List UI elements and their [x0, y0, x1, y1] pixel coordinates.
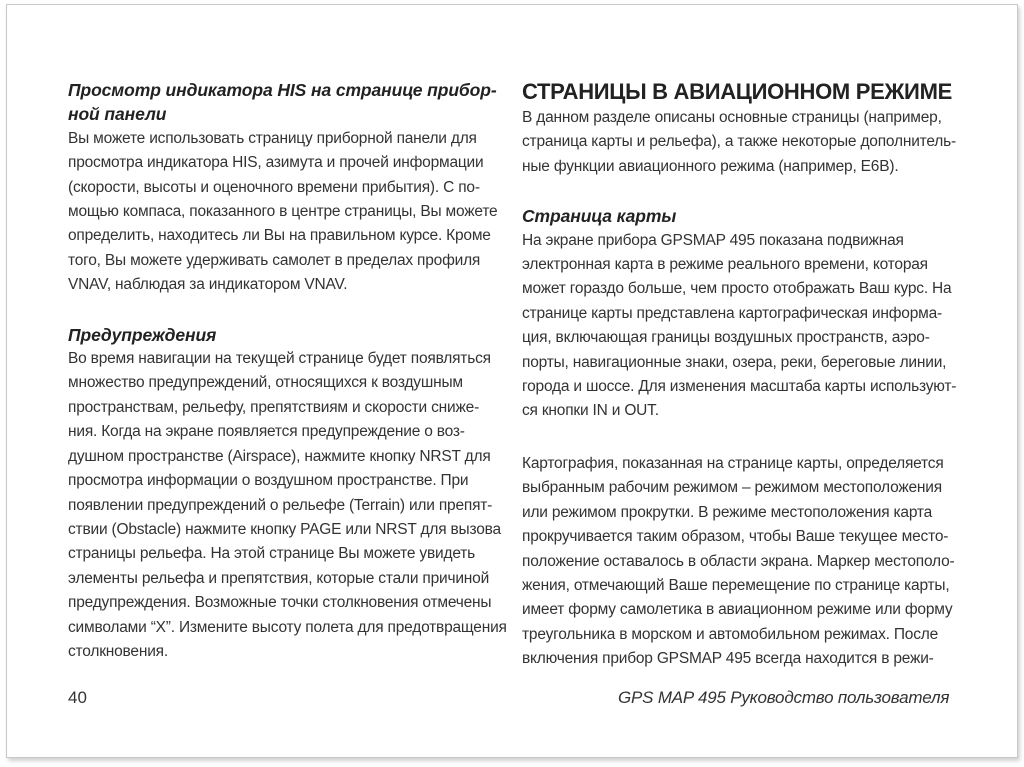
map-paragraph-1: На экране прибора GPSMAP 495 показана подвижная электронная карта в режиме реального времени, которая может гораздо больше, чем просто отображать Ваш курс. На странице карты представлена картографическая информа- ция, включающая границы воздушных пространств, аэро- порты, навигационные знаки, озера, реки, береговые линии, города и шоссе. Для изменения масштаба карты используют- ся кнопки IN и OUT.	[522, 231, 957, 420]
section-title: СТРАНИЦЫ В АВИАЦИОННОМ РЕЖИМЕ	[522, 79, 952, 104]
map-paragraph-2: Картография, показанная на странице карты, определяется выбранным рабочим режимом – режимом местоположения или режимом прокрутки. В режиме местоположения карта прокручивается таким образом, чтобы Ваше текущее место- положение оставалось в области экрана. Маркер местополо- жения, отмечающий Ваше перемещение по странице карты, имеет форму самолетика в авиационном режиме или форму треугольника в морском и автомобильном режимах. После включения прибор GPSMAP 495 всегда находится в режи-	[522, 454, 955, 668]
map-page-heading: Страница карты	[522, 206, 677, 227]
left-column	[68, 78, 507, 664]
page-number: 40	[68, 688, 87, 707]
his-paragraph: Вы можете использовать страницу приборной панели для просмотра индикатора HIS, азимута и прочей информации (скорости, высоты и оценочного времени прибытия). С по- мощью компаса, показанного в центре страницы, Вы можете определить, находитесь ли Вы на правильном курсе. Кроме того, Вы можете удерживать самолет в пределах профиля VNAV, наблюдая за индикатором VNAV.	[68, 129, 498, 294]
intro-paragraph: В данном разделе описаны основные страницы (например, страница карты и рельефа), а также некоторые дополнитель- ные функции авиационного режима (например, E6B).	[522, 109, 956, 175]
right-column	[522, 78, 957, 672]
warnings-paragraph: Во время навигации на текущей странице будет появляться множество предупреждений, относящихся к воздушным пространствам, рельефу, препятствиям и скорости сниже- ния. Когда на экране появляется предупреждение о воз- душном пространстве (Airspace), нажмите кнопку NRST для просмотра информации о воздушном пространстве. При появлении предупреждений о рельефе (Terrain) или препят- ствии (Obstacle) нажмите кнопку PAGE или NRST для вызова страницы рельефа. На этой странице Вы можете увидеть элементы рельефа и препятствия, которые стали причиной предупреждения. Возможные точки столкновения отмечены символами “X”. Измените высоту полета для предотвращения столкновения.	[68, 350, 507, 660]
document-title: GPS MAP 495 Руководство пользователя	[618, 688, 950, 707]
warnings-heading: Предупреждения	[68, 324, 217, 345]
his-heading: Просмотр индикатора HIS на странице прибор- ной панели	[68, 80, 497, 125]
